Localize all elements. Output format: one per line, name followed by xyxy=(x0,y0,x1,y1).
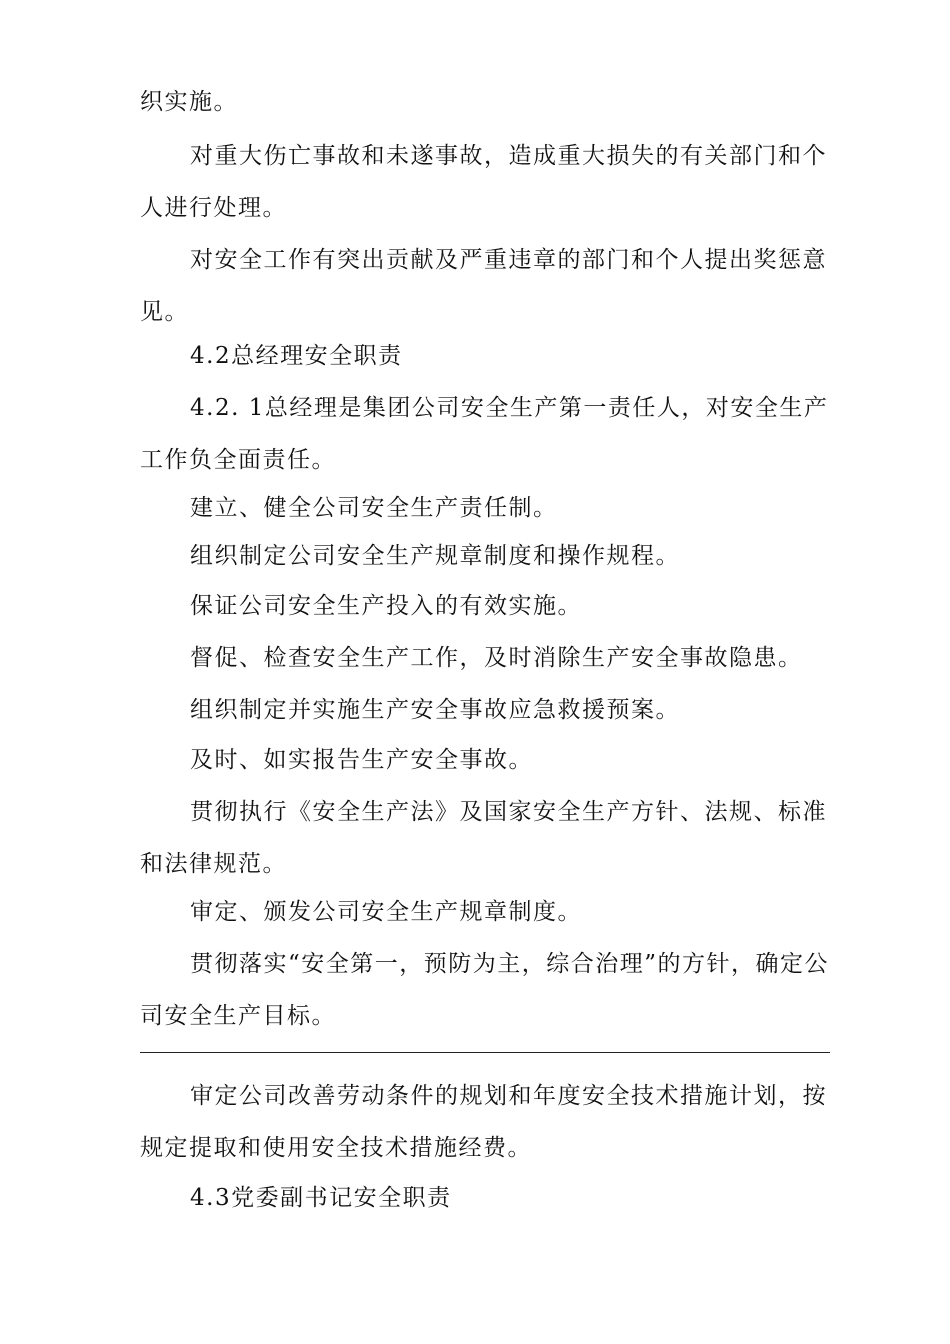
section-heading-4-3: 4.3党委副书记安全职责 xyxy=(190,1185,452,1211)
paragraph-investment: 保证公司安全生产投入的有效实施。 xyxy=(190,593,582,619)
paragraph-approve-rules: 审定、颁发公司安全生产规章制度。 xyxy=(190,899,582,925)
paragraph-implement-law: 贯彻执行《安全生产法》及国家安全生产方针、法规、标准和法律规范。 xyxy=(140,799,827,877)
paragraph-4-2-1: 4.2. 1总经理是集团公司安全生产第一责任人，对安全生产工作负全面责任。 xyxy=(140,395,829,473)
paragraph-report-accidents: 及时、如实报告生产安全事故。 xyxy=(190,747,533,773)
paragraph-inspection: 督促、检查安全生产工作，及时消除生产安全事故隐患。 xyxy=(190,645,803,671)
paragraph-rewards-penalties: 对安全工作有突出贡献及严重违章的部门和个人提出奖惩意见。 xyxy=(140,247,827,325)
paragraph-safety-policy: 贯彻落实“安全第一，预防为主，综合治理”的方针，确定公司安全生产目标。 xyxy=(140,951,830,1029)
horizontal-divider xyxy=(140,1052,830,1053)
paragraph-emergency-plan: 组织制定并实施生产安全事故应急救援预案。 xyxy=(190,697,680,723)
paragraph-working-conditions: 审定公司改善劳动条件的规划和年度安全技术措施计划，按规定提取和使用安全技术措施经费。 xyxy=(140,1083,827,1161)
paragraph-rules-procedures: 组织制定公司安全生产规章制度和操作规程。 xyxy=(190,543,680,569)
paragraph-continuation: 织实施。 xyxy=(140,89,238,115)
section-heading-4-2: 4.2总经理安全职责 xyxy=(190,343,403,369)
paragraph-responsibility-system: 建立、健全公司安全生产责任制。 xyxy=(190,495,558,521)
paragraph-accident-handling: 对重大伤亡事故和未遂事故，造成重大损失的有关部门和个人进行处理。 xyxy=(140,143,827,221)
